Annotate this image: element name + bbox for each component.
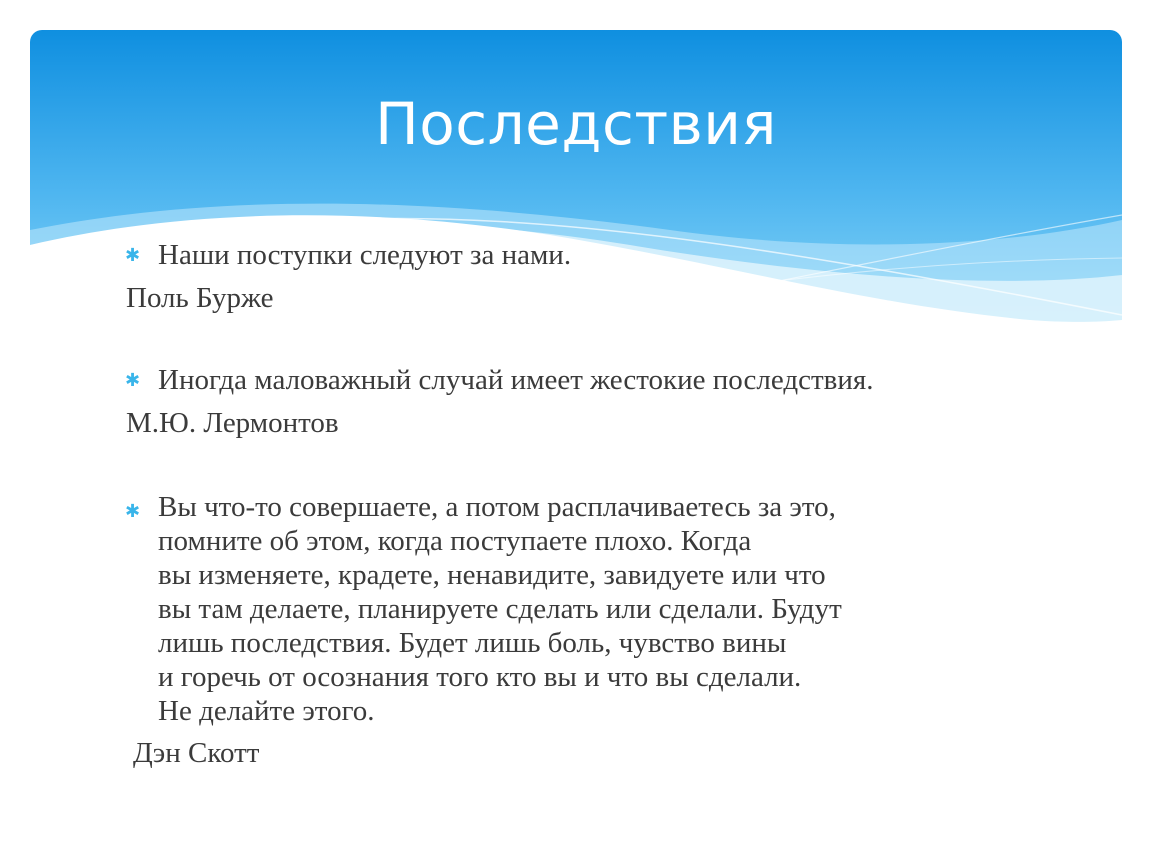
quote-line: Вы что-то совершаете, а потом расплачиваетесь за это, [158, 491, 836, 523]
quote-line: и горечь от осознания того кто вы и что вы сделали. [158, 661, 802, 693]
slide-title: Последствия [375, 90, 777, 158]
quote-line: вы изменяете, крадете, ненавидите, завидуете или что [158, 559, 826, 591]
quote-author: Поль Бурже [126, 282, 274, 314]
quote-text: Наши поступки следуют за нами. [158, 239, 572, 271]
quote-text [158, 490, 842, 728]
quote-line: помните об этом, когда поступаете плохо. Когда [158, 525, 752, 557]
quote-line: Не делайте этого. [158, 695, 375, 727]
asterisk-icon: ✱ [125, 245, 141, 266]
quote-author: М.Ю. Лермонтов [126, 407, 339, 439]
asterisk-icon: ✱ [125, 370, 141, 391]
quote-text: Иногда маловажный случай имеет жестокие последствия. [158, 364, 874, 396]
quote-line: лишь последствия. Будет лишь боль, чувство вины [158, 627, 787, 659]
quote-author: Дэн Скотт [133, 737, 260, 769]
asterisk-icon: ✱ [125, 501, 141, 522]
quote-line: вы там делаете, планируете сделать или сделали. Будут [158, 593, 842, 625]
